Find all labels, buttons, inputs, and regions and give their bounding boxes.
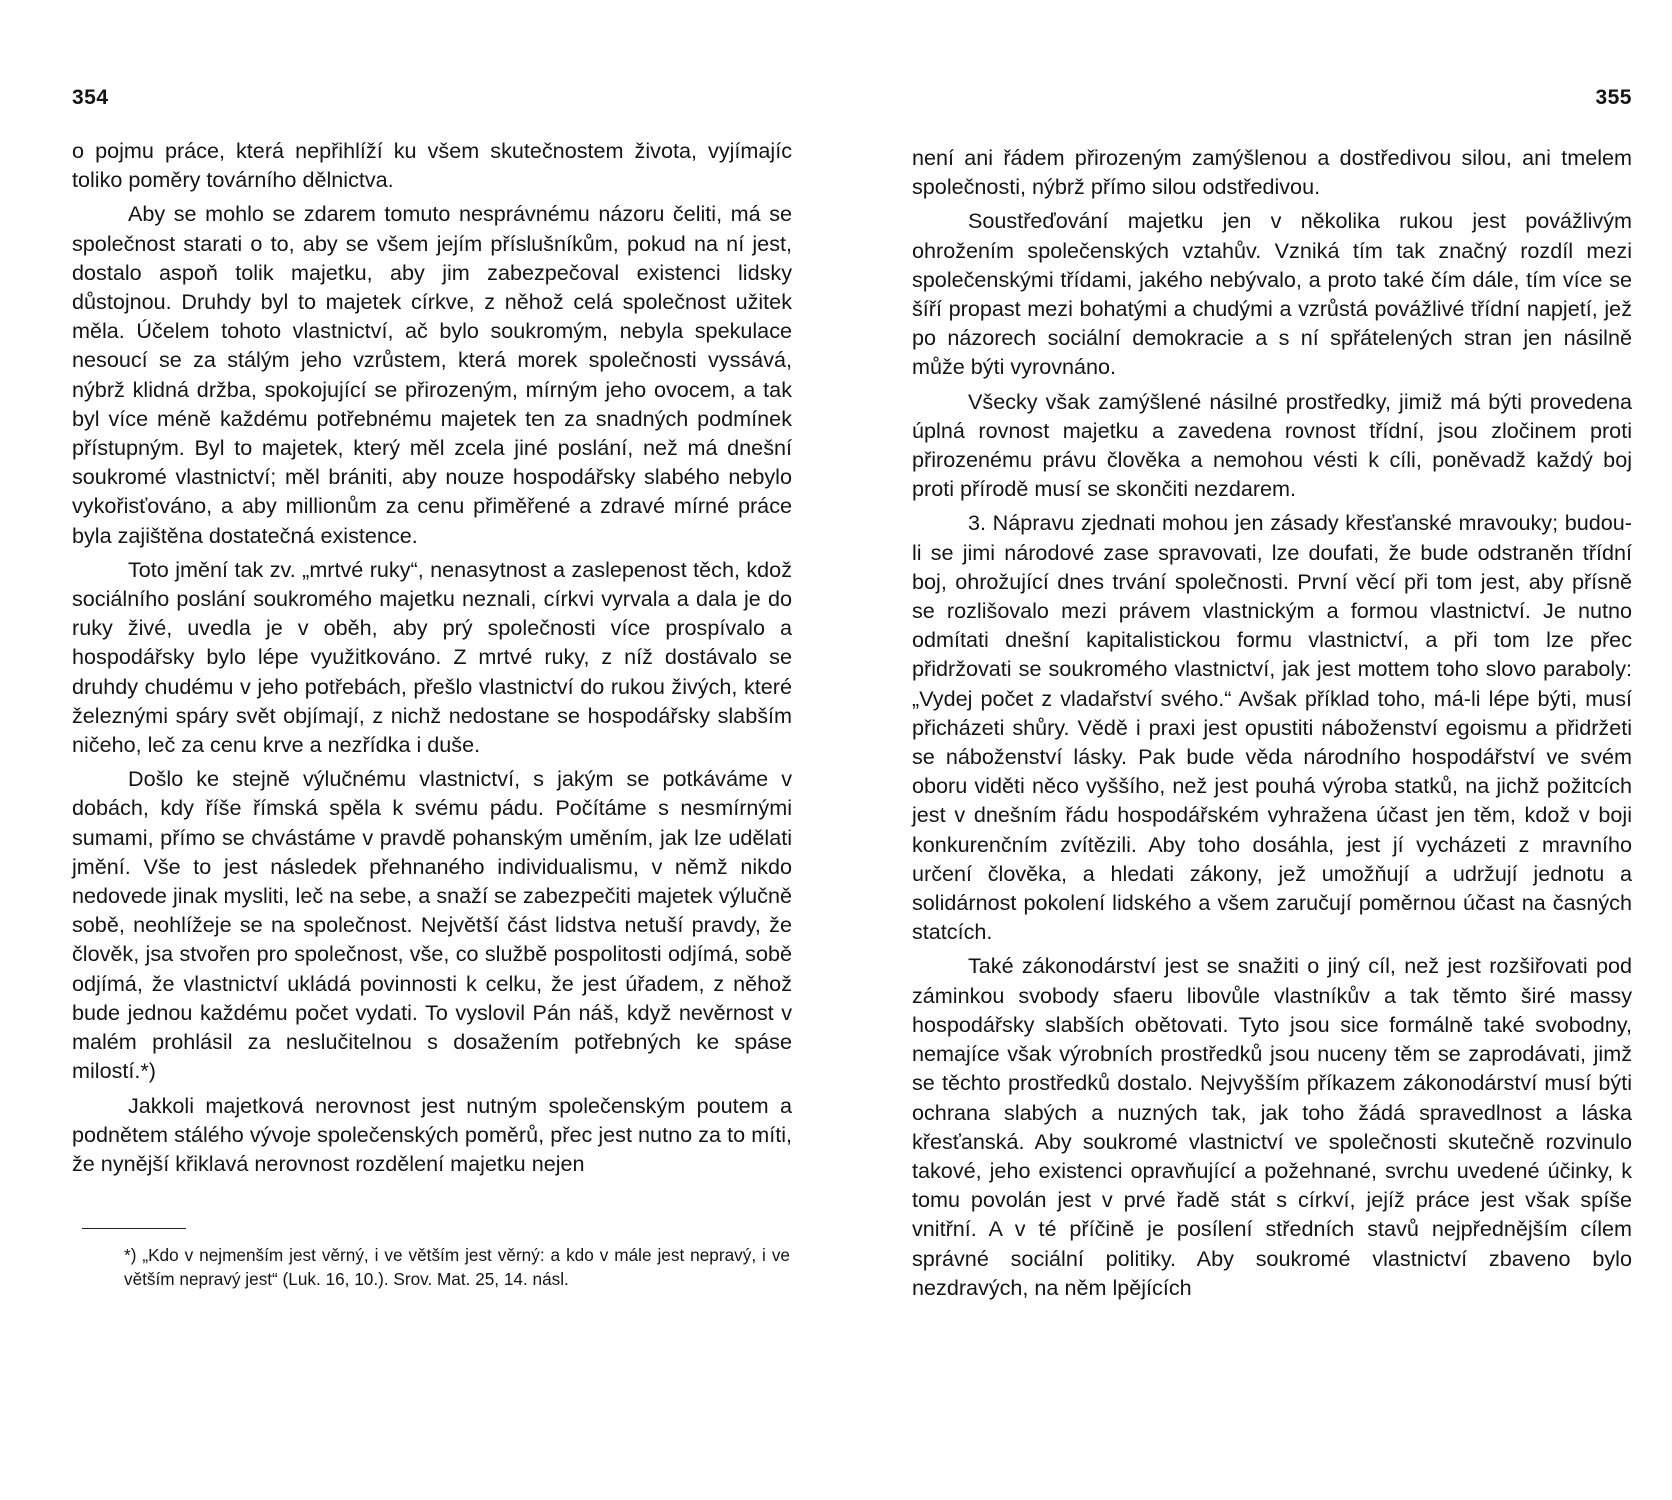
paragraph: Všecky však zamýšlené násilné prostředky, jimiž má býti provedena úplná rovnost majetku a zavedena rovnost třídní, jsou zločinem proti přirozenému právu člověka a nemohou vésti k cíli, poněvadž každý boj proti přírodě musí se skončiti nezdarem. (912, 388, 1632, 502)
paragraph: Aby se mohlo se zdarem tomuto nesprávnému názoru čeliti, má se společnost starati o to, aby se všem jejím příslušníkům, pokud na ní jest, dostalo aspoň tolik majetku, aby jim zabezpečoval existenci lidsky důstojnou. Druhdy byl to majetek církve, z něhož celá společnost užitek měla. Účelem tohoto vlastnictví, ač bylo soukromým, nebyla spekulace nesoucí se za stálým jeho vzrůstem, která morek společnosti vyssává, nýbrž klidná držba, spokojující se přirozeným, mírným jeho ovocem, a tak byl více méně každému potřebnému majetek ten za snadných podmínek přístupným. Byl to majetek, který měl zcela jiné poslání, než má dnešní soukromé vlastnictví; měl brániti, aby nouze hospodářsky slabého nebylo vykořisťováno, a aby millionům za cenu přiměřené a zdravé mírné práce byla zajištěna dostatečná existence. (72, 201, 792, 548)
paragraph: není ani řádem přirozeným zamýšlenou a dostředivou silou, ani tmelem společnosti, nýbrž přímo silou odstředivou. (912, 145, 1632, 200)
footnote-text: *) „Kdo v nejmenším jest věrný, i ve větším jest věrný: a kdo v málе jest nepravý, i ve větším nepravý jest“ (Luk. 16, 10.). Srov. Mat. 25, 14. násl. (124, 1245, 790, 1289)
right-text-column (912, 143, 1632, 1302)
page-number-left: 354 (72, 86, 109, 109)
paragraph: o pojmu práce, která nepřihlíží ku všem skutečnostem života, vyjímajíc toliko poměry továrního dělnictva. (72, 138, 792, 193)
paragraph: Došlo ke stejně výlučnému vlastnictví, s jakým se potkáváme v dobách, kdy říše římská spěla k svému pádu. Počítáme s nesmírnými sumami, přímo se chvástáme v pravdě pohanským uměním, jak lze udělati jmění. Vše to jest následek přehnaného individualismu, v němž nikdo nedovede jinak mysliti, leč na sebe, a snaží se zabezpečiti majetek výlučně sobě, neohlížeje se na společnost. Největší část lidstva netuší pravdy, že člověk, jsa stvořen pro společnost, vše, co službě pospolitosti odjímá, sobě odjímá, že vlastnictví ukládá povinnosti k celku, že jest úřadem, z něhož bude jednou každému počet vydati. To vyslovil Pán náš, když nevěrnost v malém prohlásil za neslučitelnou s dosažením potřebných ke spáse milostí.*) (72, 766, 792, 1084)
paragraph: Také zákonodárství jest se snažiti o jiný cíl, než jest rozšiřovati pod záminkou svobody sfaeru libovůle vlastníkův a tak těmto širé massy hospodářsky slabších obětovati. Tyto jsou sice formálně také svobodny, nemajíce však výrobních prostředků jsou nuceny těm se zaprodávati, jimž se těchto prostředků dostalo. Nejvyšším příkazem zákonodárství musí býti ochrana slabých a nuzných tak, jak toho žádá spravedlnost a láska křesťanská. Aby soukromé vlastnictví ve společnosti skutečně rozvinulo takové, jeho existenci opravňující a požehnané, svrchu uvedené účinky, k tomu povolán jest v prvé řadě stát s církví, jejíž práce jest však spíše vnitřní. A v té příčině je posílení středních stavů nejpřednějším cílem správné sociální politiky. Aby soukromé vlastnictví zbaveno bylo nezdravých, na něm lpějících (912, 953, 1632, 1300)
paragraph: Toto jmění tak zv. „mrtvé ruky“, nenasytnost a zaslepenost těch, kdož sociálního poslání soukromého majetku neznali, církvi vyrvala a dala je do ruky živé, uvedla je v oběh, aby prý společnosti více prospívalo a hospodářsky bylo lépe využitkováno. Z mrtvé ruky, z níž dostávalo se druhdy chudému v jeho potřebách, přešlo vlastnictví do rukou živých, které železnými spáry svět objímají, z nichž nedostane se hospodářsky slabším ničeho, leč za cenu krve a nezřídka i duše. (72, 556, 792, 758)
footnote (72, 1243, 790, 1291)
page-number-right: 355 (1595, 86, 1632, 109)
paragraph: Soustřeďování majetku jen v několika rukou jest povážlivým ohrožením společenských vztahův. Vzniká tím tak značný rozdíl mezi společenskými třídami, jakého nebývalo, a proto také čím dále, tím více se šíří propast mezi bohatými a chudými a vzrůstá povážlivé třídní napjetí, jež po názorech sociální demokracie a s ní spřátelených stran jen násilně může býti vyrovnáno. (912, 208, 1632, 380)
paragraph: 3. Nápravu zjednati mohou jen zásady křesťanské mravouky; budou-li se jimi národové zase spravovati, lze doufati, že bude odstraněn třídní boj, ohrožující dnes trvání společnosti. První věcí při tom jest, aby přísně se rozlišovalo mezi právem vlastnickým a formou vlastnictví. Je nutno odmítati dnešní kapitalistickou formu vlastnictví, a při tom lze přec přidržovati se soukromého vlastnictví, jak jest mottem toho slovo paraboly: „Vydej počet z vladařství svého.“ Avšak příklad toho, má-li lépe býti, musí přicházeti shůry. Vědě i praxi jest opustiti náboženství egoismu a přidržeti se náboženství lásky. Pak bude věda národního hospodářství ve svém oboru viděti něco vyššího, než jest pouhá výroba statků, na jichž požitcích jest v dnešním řádu hospodářském vyhražena účast jen těm, kdož v boji konkurenčním zvítězili. Aby toho dosáhla, jest jí vycházeti z mravního určení člověka, a hledati zákony, jež umožňují a udržují jednotu a solidárnost pokolení lidského a všem zaručují poměrnou účast na časných statcích. (912, 510, 1632, 945)
paragraph: Jakkoli majetková nerovnost jest nutným společenským poutem a podnětem stálého vývoje společenských poměrů, přec jest nutno za to míti, že nynější křiklavá nerovnost rozdělení majetku nejen (72, 1092, 792, 1176)
left-text-column (72, 136, 792, 1178)
footnote-divider (82, 1228, 186, 1229)
